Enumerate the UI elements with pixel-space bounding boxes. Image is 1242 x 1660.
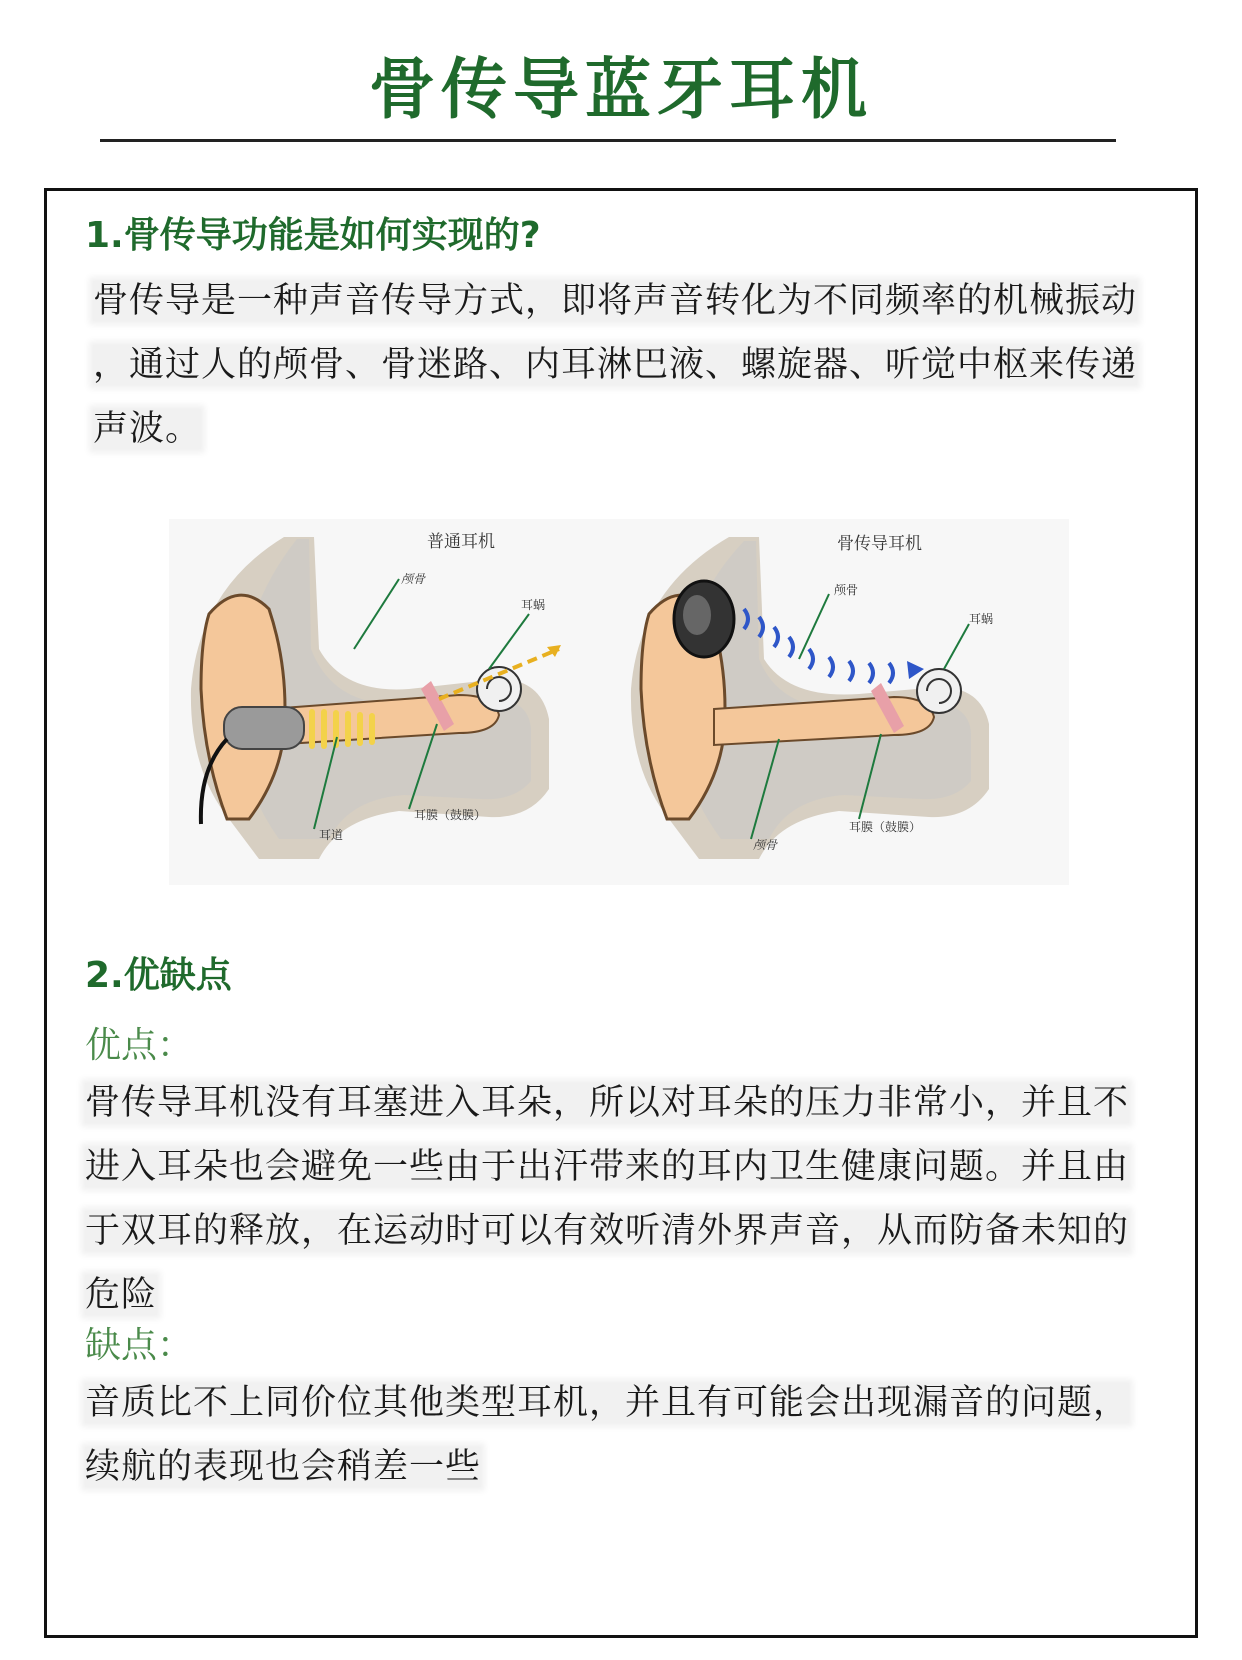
cons-line-1: 音质比不上同价位其他类型耳机，并且有可能会出现漏音的问题， — [85, 1383, 1130, 1423]
cons-line-2: 续航的表现也会稍差一些 — [85, 1447, 482, 1487]
right-label-skull: 颅骨 — [834, 583, 859, 597]
figure-left-title: 普通耳机 — [427, 532, 495, 552]
page-title: 骨传导蓝牙耳机 — [369, 51, 873, 128]
cochlea-shape-right — [917, 669, 961, 713]
section1-line-2: ，通过人的颅骨、骨迷路、内耳淋巴液、螺旋器、听觉中枢来传递 — [93, 345, 1138, 385]
right-label-eardrum: 耳膜（鼓膜） — [849, 820, 922, 834]
section1-heading: 1.骨传导功能是如何实现的? — [85, 215, 541, 256]
left-label-cochlea: 耳蜗 — [521, 598, 546, 612]
cons-paragraph — [85, 1371, 1129, 1499]
pros-line-2: 进入耳朵也会避免一些由于出汗带来的耳内卫生健康问题。并且由 — [85, 1147, 1130, 1187]
title-divider — [100, 139, 1116, 142]
pros-line-3: 于双耳的释放，在运动时可以有效听清外界声音，从而防备未知的 — [85, 1211, 1130, 1251]
section1-line-3: 声波。 — [93, 409, 202, 449]
pros-line-1: 骨传导耳机没有耳塞进入耳朵，所以对耳朵的压力非常小，并且不 — [85, 1083, 1130, 1123]
figure-right-title: 骨传导耳机 — [837, 534, 922, 554]
right-label-cochlea: 耳蜗 — [969, 612, 994, 626]
left-label-canal: 耳道 — [319, 828, 344, 842]
left-label-skull: 颅骨 — [401, 572, 426, 586]
pros-label: 优点： — [85, 1025, 194, 1066]
pros-line-4: 危险 — [85, 1275, 158, 1315]
section1-line-1: 骨传导是一种声音传导方式，即将声音转化为不同频率的机械振动 — [93, 281, 1138, 321]
pros-paragraph — [85, 1071, 1129, 1327]
section2-heading: 2.优缺点 — [85, 955, 232, 996]
ear-comparison-diagram — [169, 519, 1069, 885]
cons-label: 缺点： — [85, 1325, 194, 1366]
right-label-bone: 颅骨 — [753, 838, 778, 852]
section1-paragraph — [93, 269, 1137, 461]
content-card — [44, 188, 1198, 1638]
earbud-device — [224, 707, 304, 749]
left-label-eardrum: 耳膜（鼓膜） — [414, 808, 487, 822]
